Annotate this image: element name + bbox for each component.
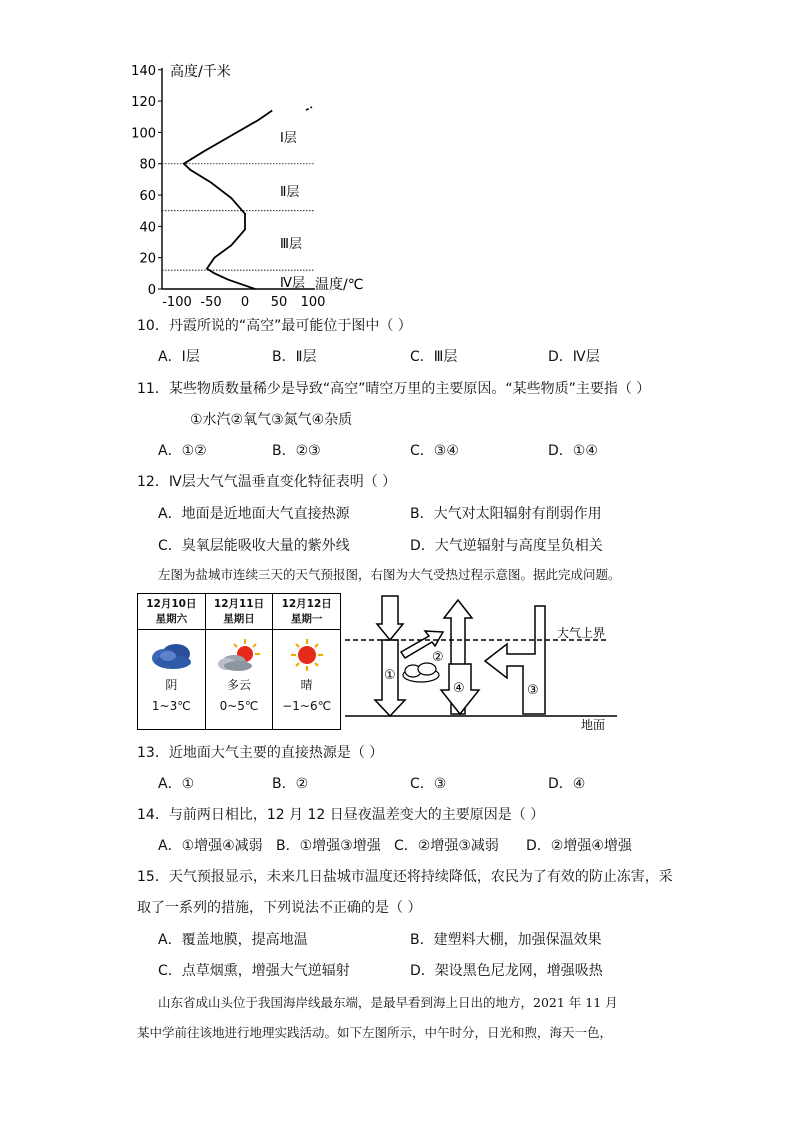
question-10-stem: 10．丹霞所说的“高空”最可能位于图中（ ） (137, 318, 412, 334)
q14-option-b[interactable]: B．①增强③增强 (276, 838, 381, 854)
question-12-stem: 12．Ⅳ层大气气温垂直变化特征表明（ ） (137, 474, 397, 490)
y-tick-label: 40 (139, 220, 156, 236)
weather-condition: 多云 (227, 678, 252, 692)
intro-chengshantou-line1: 山东省成山头位于我国海岸线最东端，是最早看到海上日出的地方，2021 年 11 月 (158, 995, 618, 1010)
y-tick-label: 120 (131, 95, 156, 111)
weather-temp: 0~5℃ (219, 699, 259, 713)
layer-label-1: Ⅰ层 (280, 131, 297, 146)
question-15-stem: 15．天气预报显示，未来几日盐城市温度还将持续降低，农民为了有效的防止冻害，采 (137, 869, 673, 885)
sun-icon (282, 638, 332, 672)
layer-label-2: Ⅱ层 (280, 185, 300, 200)
q13-option-b[interactable]: B．② (272, 776, 309, 792)
q10-option-d[interactable]: D．Ⅳ层 (548, 349, 600, 365)
q10-option-b[interactable]: B．Ⅱ层 (272, 349, 317, 365)
weather-date: 12月12日 (281, 598, 332, 610)
weather-temp: −1~6℃ (282, 699, 332, 713)
question-11-sub: ①水汽②氧气③氮气④杂质 (190, 412, 353, 428)
sun-cloud-icon (214, 638, 264, 672)
question-15-stem-cont: 取了一系列的措施，下列说法不正确的是（ ） (137, 900, 422, 916)
q15-option-c[interactable]: C．点草烟熏，增强大气逆辐射 (158, 963, 350, 979)
x-tick-label: -50 (200, 295, 222, 310)
question-14-stem: 14．与前两日相比，12 月 12 日昼夜温差变大的主要原因是（ ） (137, 807, 545, 823)
q13-option-d[interactable]: D．④ (548, 776, 586, 792)
x-tick-label: 100 (300, 295, 326, 310)
weather-day-2 (206, 594, 274, 729)
weather-day-1 (138, 594, 206, 729)
x-tick-label: -100 (162, 295, 192, 310)
q11-option-d[interactable]: D．①④ (548, 443, 598, 459)
q10-option-a[interactable]: A．Ⅰ层 (158, 349, 200, 365)
curve-dash-extension (306, 107, 312, 110)
weather-forecast-table (137, 593, 341, 730)
atmosphere-temperature-chart (120, 58, 364, 310)
q11-option-b[interactable]: B．②③ (272, 443, 321, 459)
weather-weekday: 星期六 (155, 613, 188, 625)
weather-weekday: 星期日 (223, 613, 255, 625)
y-tick-label: 80 (139, 157, 156, 173)
question-13-stem: 13．近地面大气主要的直接热源是（ ） (137, 745, 384, 761)
y-tick-label: 0 (147, 283, 156, 298)
q11-option-c[interactable]: C．③④ (410, 443, 459, 459)
arrow-label-4: ④ (453, 681, 465, 696)
atmosphere-top-label: 大气上界 (557, 626, 606, 640)
weather-date: 12月10日 (146, 598, 197, 610)
q13-option-a[interactable]: A．① (158, 776, 195, 792)
x-tick-label: 50 (270, 295, 288, 310)
x-axis-label: 温度/℃ (315, 277, 364, 293)
cloud-icon (146, 638, 196, 672)
q13-option-c[interactable]: C．③ (410, 776, 447, 792)
y-tick-label: 140 (131, 63, 156, 79)
weather-condition: 阴 (165, 678, 178, 692)
intro-weather: 左图为盐城市连续三天的天气预报图，右图为大气受热过程示意图。据此完成问题。 (158, 567, 621, 582)
y-tick-label: 100 (131, 126, 156, 142)
atmosphere-heating-diagram (345, 596, 625, 734)
weather-condition: 晴 (300, 678, 313, 692)
arrow-1-solar-radiation (377, 596, 403, 640)
q12-option-d[interactable]: D．大气逆辐射与高度呈负相关 (410, 538, 603, 554)
q10-option-c[interactable]: C．Ⅲ层 (410, 349, 458, 365)
q12-option-a[interactable]: A．地面是近地面大气直接热源 (158, 506, 350, 522)
layer-label-4: Ⅳ层 (280, 276, 305, 291)
x-tick-label: 0 (240, 295, 250, 310)
q12-option-c[interactable]: C．臭氧层能吸收大量的紫外线 (158, 538, 350, 554)
q15-option-d[interactable]: D．架设黑色尼龙网，增强吸热 (410, 963, 603, 979)
y-axis-label: 高度/千米 (170, 64, 231, 80)
weather-day-3 (273, 594, 340, 729)
q14-option-a[interactable]: A．①增强④减弱 (158, 838, 263, 854)
arrow-label-1: ① (384, 668, 396, 683)
weather-temp: 1~3℃ (151, 699, 191, 713)
q11-option-a[interactable]: A．①② (158, 443, 207, 459)
q12-option-b[interactable]: B．大气对太阳辐射有削弱作用 (410, 506, 602, 522)
arrow-label-3: ③ (527, 683, 539, 698)
weather-date: 12月11日 (213, 598, 265, 610)
arrow-label-2: ② (432, 650, 444, 665)
question-11-stem: 11．某些物质数量稀少是导致“高空”晴空万里的主要原因。“某些物质”主要指（ ） (137, 381, 651, 397)
q14-option-c[interactable]: C．②增强③减弱 (394, 838, 499, 854)
q15-option-b[interactable]: B．建塑料大棚，加强保温效果 (410, 932, 602, 948)
intro-chengshantou-line2: 某中学前往该地进行地理实践活动。如下左图所示，中午时分，日光和煦，海天一色， (137, 1025, 613, 1040)
q15-option-a[interactable]: A．覆盖地膜，提高地温 (158, 932, 308, 948)
y-tick-label: 60 (139, 189, 156, 205)
y-tick-label: 20 (139, 251, 156, 267)
layer-label-3: Ⅲ层 (280, 237, 302, 252)
ground-label: 地面 (581, 718, 606, 732)
temperature-curve (184, 111, 272, 290)
cloud-shape (403, 663, 439, 682)
weather-weekday: 星期一 (290, 613, 323, 625)
q14-option-d[interactable]: D．②增强④增强 (526, 838, 632, 854)
